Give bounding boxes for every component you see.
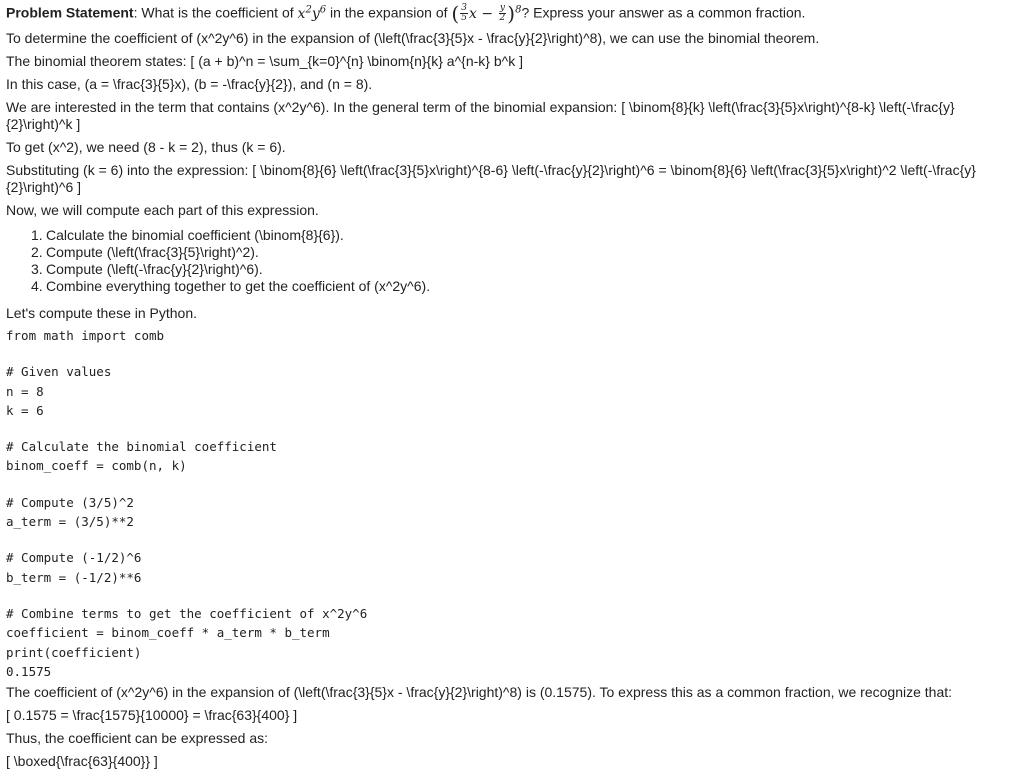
paragraph-solve-k: To get (x^2), we need (8 - k = 2), thus (k = 6). bbox=[6, 139, 286, 155]
paragraph-intro: To determine the coefficient of (x^2y^6) in the expansion of (\left(\frac{3}{5}x - \frac{y}{2}\right)^8), we can use the binomial theorem. bbox=[6, 30, 820, 46]
code-line: # Calculate the binomial coefficient bbox=[6, 439, 277, 455]
paragraph-substitute: Substituting (k = 6) into the expression: [ \binom{8}{6} \left(\frac{3}{5}x\right)^{8-6} \left(-\frac{y}{2}\right)^6 = \binom{8}{6} \left(\frac{3}{5}x\right)^2 \left(-\frac{y}{2}\right)^6 ] bbox=[6, 162, 976, 195]
problem-suffix: ? Express your answer as a common fraction. bbox=[521, 4, 806, 21]
code-line: a_term = (3/5)**2 bbox=[6, 514, 134, 530]
fraction-three-fifths: $\frac{3}{5}$ bbox=[461, 3, 467, 23]
math-exp-x: 2 bbox=[305, 3, 312, 15]
outer-exponent: 8 bbox=[515, 3, 522, 15]
list-item: 2. Compute (\left(\frac{3}{5}\right)^2). bbox=[31, 244, 259, 260]
code-line: coefficient = binom_coeff * a_term * b_term bbox=[6, 625, 330, 641]
code-gap bbox=[6, 346, 1018, 363]
math-exp-y: 6 bbox=[319, 3, 327, 15]
code-line: binom_coeff = comb(n, k) bbox=[6, 458, 187, 474]
conclusion-statement: The coefficient of (x^2y^6) in the expansion of (\left(\frac{3}{5}x - \frac{y}{2}\right)^8) is (0.1575). To express this as a common fraction, we recognize that: bbox=[6, 684, 953, 701]
code-line: b_term = (-1/2)**6 bbox=[6, 569, 142, 585]
problem-term bbox=[297, 3, 327, 22]
steps-list bbox=[6, 227, 1018, 295]
paragraph-theorem: The binomial theorem states: [ (a + b)^n = \sum_{k=0}^{n} \binom{n}{k} a^{n-k} b^k ] bbox=[6, 53, 523, 69]
code-gap bbox=[6, 421, 1018, 438]
problem-expression: ( $\frac{3}{5}$ x − $\frac{y}{2}$ )$^8$ bbox=[451, 1, 522, 25]
paragraph-compute-parts: Now, we will compute each part of this expression. bbox=[6, 202, 319, 218]
code-line: # Compute (3/5)^2 bbox=[6, 494, 134, 510]
code-line: # Combine terms to get the coefficient of x^2y^6 bbox=[6, 605, 368, 621]
list-item: 3. Compute (\left(-\frac{y}{2}\right)^6). bbox=[31, 261, 263, 277]
code-line: # Compute (-1/2)^6 bbox=[6, 550, 142, 566]
paragraph-case: In this case, (a = \frac{3}{5}x), (b = -\frac{y}{2}), and (n = 8). bbox=[6, 76, 373, 92]
final-answer: [ \boxed{\frac{63}{400}} ] bbox=[6, 753, 158, 770]
problem-label: Problem Statement bbox=[6, 4, 134, 21]
document bbox=[6, 1, 1018, 776]
code-gap bbox=[6, 477, 1018, 494]
code-output: 0.1575 bbox=[6, 663, 52, 679]
code-line: print(coefficient) bbox=[6, 644, 142, 660]
code-line: from math import comb bbox=[6, 328, 165, 343]
code-line: n = 8 bbox=[6, 383, 44, 399]
math-var-x: x bbox=[297, 5, 306, 22]
code-gap bbox=[6, 588, 1018, 605]
conclusion-thus: Thus, the coefficient can be expressed as: bbox=[6, 730, 269, 747]
python-intro: Let's compute these in Python. bbox=[6, 305, 198, 321]
math-var-y: y bbox=[311, 5, 320, 22]
code-line: # Given values bbox=[6, 364, 112, 380]
problem-prefix: : What is the coefficient of bbox=[133, 4, 298, 21]
list-item: 1. Calculate the binomial coefficient (\binom{8}{6}). bbox=[31, 227, 344, 243]
fraction-y-halves: $\frac{y}{2}$ bbox=[499, 3, 506, 23]
paragraph-general-term: We are interested in the term that contains (x^2y^6). In the general term of the binomial expansion: [ \binom{8}{k} \left(\frac{3}{5}x\right)^{8-k} \left(-\frac{y}{2}\right)^k ] bbox=[6, 99, 955, 132]
list-item: 4. Combine everything together to get the coefficient of (x^2y^6). bbox=[31, 278, 431, 294]
code-block bbox=[6, 327, 1018, 680]
conclusion-fraction: [ 0.1575 = \frac{1575}{10000} = \frac{63}{400} ] bbox=[6, 707, 298, 724]
code-line: k = 6 bbox=[6, 402, 44, 418]
problem-mid: in the expansion of bbox=[326, 4, 452, 21]
problem-statement bbox=[6, 1, 1018, 25]
right-paren: ) bbox=[507, 1, 516, 25]
left-paren: ( bbox=[451, 1, 460, 25]
code-gap bbox=[6, 532, 1018, 549]
